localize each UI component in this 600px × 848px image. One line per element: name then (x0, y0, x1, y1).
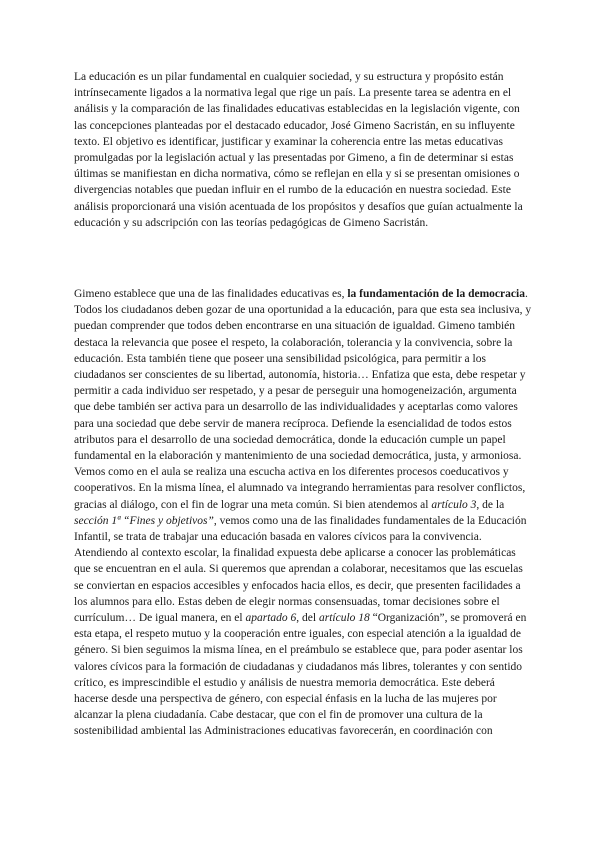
bold-phrase: la fundamentación de la democracia (347, 288, 525, 300)
paragraph-text: , vemos como una de las finalidades fundamentales de la Educación Infantil, se trata de trabajar una educación basada en valores cívicos para la convivencia. Atendiendo al contexto escolar, la finalidad expuesta debe aplicarse a conocer las problemáticas que se encuentran en el aula. Si queremos que aprendan a colaborar, necesitamos que las escuelas se conviertan en espacios accesibles y enfocados hacia ellos, es decir, que presenten facilidades a los alumnos para ello. Estas deben de elegir normas consensuadas, tomar decisiones sobre el currículum… De igual manera, en el (74, 514, 527, 625)
intro-paragraph: La educación es un pilar fundamental en cualquier sociedad, y su estructura y propósito están intrínsecamente ligados a la normativa legal que rige un país. La presente tarea se adentra en el análisis y la comparación de las finalidades educativas establecidas en la legislación vigente, con las concepciones planteadas por el destacado educador, José Gimeno Sacristán, en su influyente texto. El objetivo es identificar, justificar y examinar la coherencia entre las metas educativas promulgadas por la legislación actual y las presentadas por Gimeno, a fin de determinar si estas últimas se manifiestan en dicha normativa, cómo se reflejan en ella y si se presentan omisiones o divergencias notables que puedan influir en el rumbo de la educación en nuestra sociedad. Este análisis proporcionará una visión acentuada de los propósitos y desafíos que guían actualmente la educación y su adscripción con las teorías pedagógicas de Gimeno Sacristán. (74, 71, 523, 229)
italic-reference: sección 1ª “Fines y objetivos” (74, 514, 214, 527)
paragraph-text: Gimeno establece que una de las finalidades educativas es, (74, 288, 348, 300)
italic-reference: artículo 3 (431, 498, 477, 511)
italic-reference: apartado 6 (245, 612, 297, 625)
italic-reference: artículo 18 (318, 612, 370, 625)
paragraph-text: , de la (476, 498, 505, 511)
paragraph-text: “Organización”, se promoverá en esta etapa, el respeto mutuo y la cooperación entre iguales, con especial atención a la igualdad de género. Si bien seguimos la misma línea, en el preámbulo se establece que, para poder asentar los valores cívicos para la formación de ciudadanas y ciudadanos más libres, tolerantes y con sentido crítico, es imprescindible el estudio y análisis de nuestra memoria democrática. Este deberá hacerse desde una perspectiva de género, con especial énfasis en la lucha de las mujeres por alcanzar la plena ciudadanía. Cabe destacar, que con el fin de promover una cultura de la sostenibilidad ambiental las Administraciones educativas favorecerán, en coordinación con (74, 612, 527, 738)
body-paragraph (74, 286, 532, 740)
paragraph-text: . Todos los ciudadanos deben gozar de una oportunidad a la educación, para que esta sea inclusiva, y puedan comprender que todos deben encontrarse en una situación de igualdad. Gimeno también destaca la relevancia que posee el respeto, la colaboración, tolerancia y la convivencia, sobre la educación. Esta también tiene que poseer una sensibilidad psicológica, para permitir a los ciudadanos ser conscientes de su libertad, autonomía, historia… Enfatiza que esta, debe respetar y permitir a cada individuo ser respetado, y a pesar de perseguir una homogeneización, argumenta que debe también ser activa para un desarrollo de las individualidades y aceptarlas como valores para una sociedad que debe servir de manera recíproca. Defiende la esencialidad de todos estos atributos para el desarrollo de una sociedad democrática, donde la educación cumple un papel fundamental en la elaboración y mantenimiento de una sociedad democrática, justa, y armoniosa. Vemos como en el aula se realiza una escucha activa en los diferentes procesos coeducativos y cooperativos. En la misma línea, el alumnado va integrando herramientas para resolver conflictos, gracias al diálogo, con el fin de lograr una meta común. Si bien atendemos al (74, 288, 532, 511)
paragraph-text: , del (296, 612, 319, 625)
